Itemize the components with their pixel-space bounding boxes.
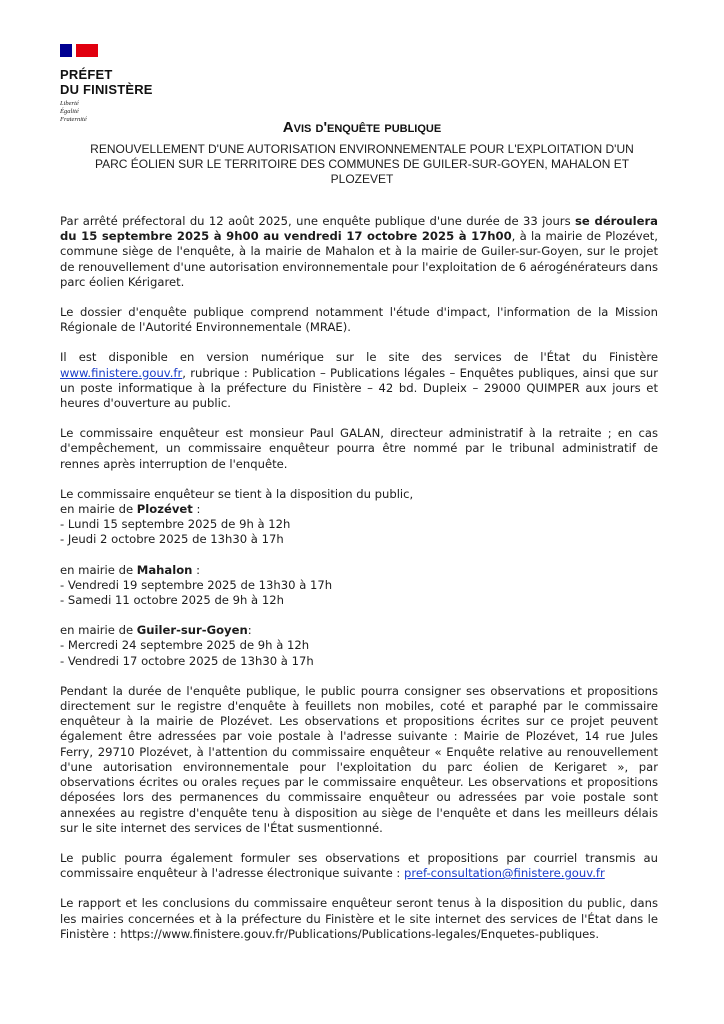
p1-text-c: , à la mairie de Plozévet, commune siège de l'enquête, à la mairie de Mahalon et à la mairie de Guiler-sur-Goyen, sur le projet de renouvellement d'une autorisation environnementale pour l'exploitation de 6 aérogénérateurs dans parc éolien Kérigaret. bbox=[60, 229, 659, 289]
schedule-heading bbox=[60, 563, 658, 578]
prefecture-name bbox=[60, 67, 153, 97]
town-name: Mahalon bbox=[136, 562, 193, 577]
p3-text-b: , rubrique : Publication – Publications légales – Enquêtes publiques, ainsi que sur un poste informatique à la préfecture du Finistère – 42 bd. Dupleix – 29000 QUIMPER aux jours et heures d'ouverture au public. bbox=[60, 365, 658, 411]
schedule-item: - Samedi 11 octobre 2025 de 9h à 12h bbox=[60, 593, 284, 608]
schedule-prefix: en mairie de bbox=[60, 502, 137, 517]
document-subtitle: RENOUVELLEMENT D'UNE AUTORISATION ENVIRONNEMENTALE POUR L'EXPLOITATION D'UN PARC ÉOLIEN SUR LE TERRITOIRE DES COMMUNES DE GUILER-SUR-GOYEN, MAHALON ET PLOZEVET bbox=[90, 142, 634, 186]
schedule-item: - Lundi 15 septembre 2025 de 9h à 12h bbox=[60, 517, 291, 532]
schedule-heading bbox=[60, 502, 658, 517]
schedule-item: - Vendredi 17 octobre 2025 de 13h30 à 17h bbox=[60, 653, 314, 668]
schedule-intro: Le commissaire enquêteur se tient à la disposition du public, bbox=[60, 486, 414, 501]
paragraph-observations: Pendant la durée de l'enquête publique, le public pourra consigner ses observations et propositions directement sur le registre d'enquête à feuillets non mobiles, coté et paraphé par le commissaire enquêteur à la mairie de Plozévet. Les observations et propositions écrites sur ce projet peuvent également être adressées par voie postale à l'adresse suivante : Mairie de Plozévet, 14 rue Jules Ferry, 29710 Plozévet, à l'attention du commissaire enquêteur « Enquête relative au renouvellement d'une autorisation environnementale pour l'exploitation du parc éolien de Kerigaret », par observations écrites ou orales reçues par le commissaire enquêteur. Les observations et propositions déposées lors des permanences du commissaire enquêteur ou adressées par voie postale sont annexées au registre d'enquête tenu à disposition au siège de l'enquête et dans les meilleurs délais sur le site internet des services de l'État susmentionné. bbox=[60, 683, 658, 835]
paragraph-inquiry-dates bbox=[60, 214, 658, 290]
town-name: Plozévet bbox=[136, 502, 193, 517]
page-title-text: Avis d'enquête publique bbox=[282, 119, 442, 136]
email-link[interactable]: pref-consultation@finistere.gouv.fr bbox=[404, 866, 605, 881]
schedule-item: - Mercredi 24 septembre 2025 de 9h à 12h bbox=[60, 638, 310, 653]
schedule-item: - Vendredi 19 septembre 2025 de 13h30 à 17h bbox=[60, 577, 333, 592]
paragraph-dossier: Le dossier d'enquête publique comprend notamment l'étude d'impact, l'information de la Mission Régionale de l'Autorité Environnementale (MRAE). bbox=[60, 305, 658, 335]
page-title bbox=[0, 119, 724, 136]
p3-text-a: Il est disponible en version numérique sur le site des services de l'État du Finistère bbox=[60, 350, 658, 365]
p6-text-a: Le public pourra également formuler ses observations et propositions par courriel transmis au commissaire enquêteur à l'adresse électronique suivante : bbox=[60, 850, 658, 881]
schedule-plozevet bbox=[60, 502, 658, 548]
p1-dates-bold: se déroulera du 15 septembre 2025 à 9h00 au vendredi 17 octobre 2025 à 17h00 bbox=[60, 214, 658, 244]
schedule-prefix: en mairie de bbox=[60, 623, 137, 638]
schedule-prefix: en mairie de bbox=[60, 562, 137, 577]
paragraph-commissioner: Le commissaire enquêteur est monsieur Paul GALAN, directeur administratif à la retraite ; en cas d'empêchement, un commissaire enquêteur pourra être nommé par le tribunal administratif de rennes après interruption de l'enquête. bbox=[60, 426, 658, 471]
schedule-mahalon bbox=[60, 563, 658, 609]
prefecture-header bbox=[60, 44, 153, 124]
paragraph-report: Le rapport et les conclusions du commissaire enquêteur seront tenus à la disposition du public, dans les mairies concernées et à la préfecture du Finistère et le site internet des services de l'État dans le Finistère : https://www.finistere.gouv.fr/Publications/Publications-legales/Enquetes-publiques. bbox=[60, 896, 658, 941]
schedule-guiler bbox=[60, 623, 658, 669]
schedule-item: - Jeudi 2 octobre 2025 de 13h30 à 17h bbox=[60, 532, 284, 547]
motto-liberte: Liberté bbox=[60, 100, 79, 107]
schedule-suffix: : bbox=[192, 562, 201, 577]
notice-body bbox=[60, 214, 658, 942]
schedule-heading bbox=[60, 623, 658, 638]
marianne-flag-logo bbox=[60, 44, 98, 57]
motto-egalite: Égalité bbox=[60, 108, 79, 115]
motto-fraternite: Fraternité bbox=[60, 116, 87, 123]
p1-text-a: Par arrêté préfectoral du 12 août 2025, une enquête publique d'une durée de 33 jours bbox=[60, 214, 576, 228]
schedule-suffix: : bbox=[247, 623, 252, 638]
schedule-suffix: : bbox=[192, 502, 201, 517]
paragraph-availability bbox=[60, 350, 658, 411]
prefecture-name-line1: PRÉFET bbox=[60, 67, 113, 82]
prefecture-name-line2: DU FINISTÈRE bbox=[60, 82, 153, 97]
website-link[interactable]: www.finistere.gouv.fr bbox=[60, 365, 183, 380]
town-name: Guiler-sur-Goyen bbox=[136, 623, 248, 638]
paragraph-email bbox=[60, 851, 658, 881]
